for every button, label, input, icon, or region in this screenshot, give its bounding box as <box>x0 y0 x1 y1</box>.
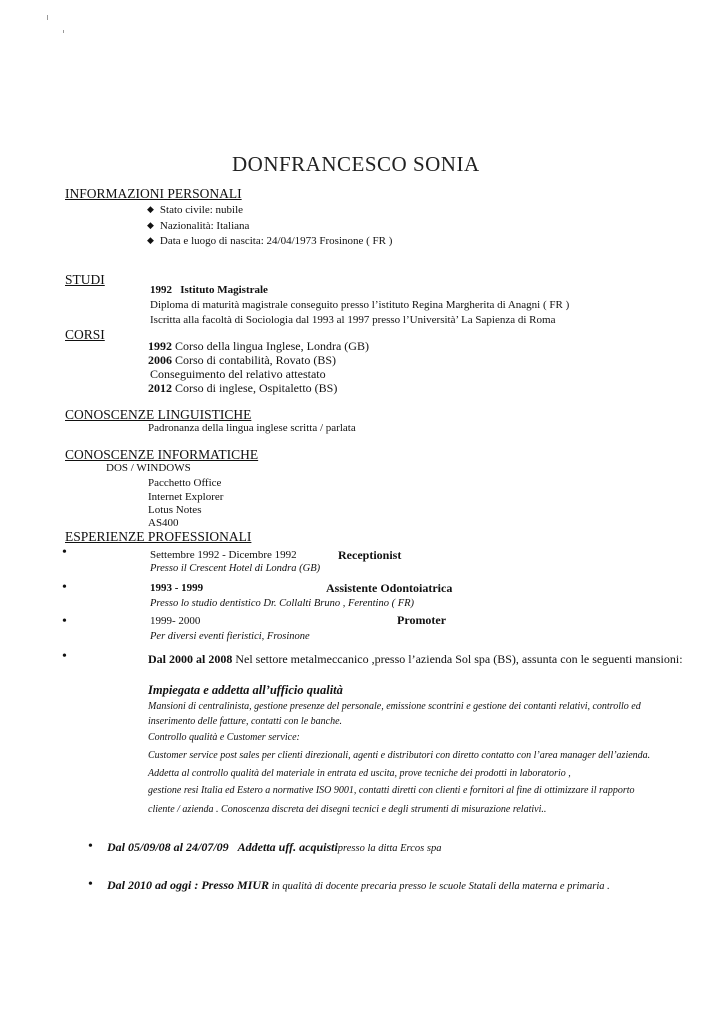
section-heading-studi: STUDI <box>65 272 105 287</box>
scan-speck <box>63 30 64 33</box>
corso-item: 2012 Corso di inglese, Ospitaletto (BS) <box>148 381 338 395</box>
personal-item: ◆ Nazionalità: Italiana <box>147 220 250 232</box>
informatiche-item: AS400 <box>148 517 179 529</box>
job4-line: Addetta al controllo qualità del materiale in entrata ed uscita, prove tecniche dei prodotti in laboratorio , <box>148 768 571 779</box>
diamond-bullet-icon: ◆ <box>147 220 154 230</box>
personal-item: ◆ Stato civile: nubile <box>147 204 244 216</box>
section-heading-informatiche: CONOSCENZE INFORMATICHE <box>65 447 259 462</box>
job4-line: Customer service post sales per clienti direzionali, agenti e distributori con diretto contatto con l’area manager dell’azienda. <box>148 750 651 761</box>
corso-item: Conseguimento del relativo attestato <box>150 367 326 381</box>
job-role: Receptionist <box>338 548 402 562</box>
informatiche-item: Pacchetto Office <box>148 477 222 489</box>
informatiche-item: Internet Explorer <box>148 491 224 503</box>
job4-line: Controllo qualità e Customer service: <box>148 732 300 743</box>
job4-line: cliente / azienda . Conoscenza discreta dei disegni tecnici e degli strumenti di misurazione relativi.. <box>148 804 547 815</box>
studi-line: Iscritta alla facoltà di Sociologia dal 1993 al 1997 presso l’Università’ La Sapienza di Roma <box>150 314 556 326</box>
studi-line: Diploma di maturità magistrale conseguito presso l’istituto Regina Margherita di Anagni ( FR ) <box>150 299 570 311</box>
informatiche-item: Lotus Notes <box>148 504 202 516</box>
job-period: 1999- 2000 <box>150 615 201 627</box>
job4-line: Mansioni di centralinista, gestione presenze del personale, emissione scontrini e gestione dei contanti relativi, controllo ed <box>148 701 641 712</box>
job5-line: Dal 05/09/08 al 24/07/09 Addetta uff. acquistipresso la ditta Ercos spa <box>107 840 442 854</box>
job-period: Settembre 1992 - Dicembre 1992 <box>150 549 297 561</box>
corso-item: 2006 Corso di contabilità, Rovato (BS) <box>148 353 336 367</box>
job-role: Assistente Odontoiatrica <box>326 581 453 595</box>
bullet-icon: • <box>62 580 67 595</box>
job-place: Presso il Crescent Hotel di Londra (GB) <box>150 563 321 574</box>
lingue-text: Padronanza della lingua inglese scritta / parlata <box>148 422 356 434</box>
studi-title: 1992 Istituto Magistrale <box>150 284 268 296</box>
page-title: DONFRANCESCO SONIA <box>232 152 480 176</box>
diamond-bullet-icon: ◆ <box>147 204 154 214</box>
job-place: Presso lo studio dentistico Dr. Collalti Bruno , Ferentino ( FR) <box>150 598 415 609</box>
informatiche-os: DOS / WINDOWS <box>106 462 191 474</box>
diamond-bullet-icon: ◆ <box>147 235 154 245</box>
bullet-icon: • <box>62 649 67 664</box>
job6-line: Dal 2010 ad oggi : Presso MIUR in qualità di docente precaria presso le scuole Statali della materna e primaria . <box>107 878 610 892</box>
bullet-icon: • <box>62 545 67 560</box>
section-heading-lingue: CONOSCENZE LINGUISTICHE <box>65 407 252 422</box>
section-heading-personal: INFORMAZIONI PERSONALI <box>65 186 242 201</box>
job4-subtitle: Impiegata e addetta all’ufficio qualità <box>148 683 343 697</box>
job4-line: gestione resi Italia ed Estero a normative ISO 9001, contatti diretti con clienti e fornitori al fine di ottimizzare il rapporto <box>148 785 635 796</box>
job-place: Per diversi eventi fieristici, Frosinone <box>150 631 310 642</box>
job4-line: inserimento delle fatture, contatti con le banche. <box>148 716 343 727</box>
bullet-icon: • <box>88 839 93 854</box>
job-period: 1993 - 1999 <box>150 582 204 594</box>
scan-speck <box>47 15 48 20</box>
section-heading-esperienze: ESPERIENZE PROFESSIONALI <box>65 529 252 544</box>
corso-item: 1992 Corso della lingua Inglese, Londra (GB) <box>148 339 369 353</box>
section-heading-corsi: CORSI <box>65 327 105 342</box>
bullet-icon: • <box>88 877 93 892</box>
job4-header: Dal 2000 al 2008 Nel settore metalmeccanico ,presso l’azienda Sol spa (BS), assunta con le seguenti mansioni: <box>148 652 683 666</box>
bullet-icon: • <box>62 614 67 629</box>
job-role: Promoter <box>397 613 447 627</box>
personal-item: ◆ Data e luogo di nascita: 24/04/1973 Frosinone ( FR ) <box>147 235 393 247</box>
